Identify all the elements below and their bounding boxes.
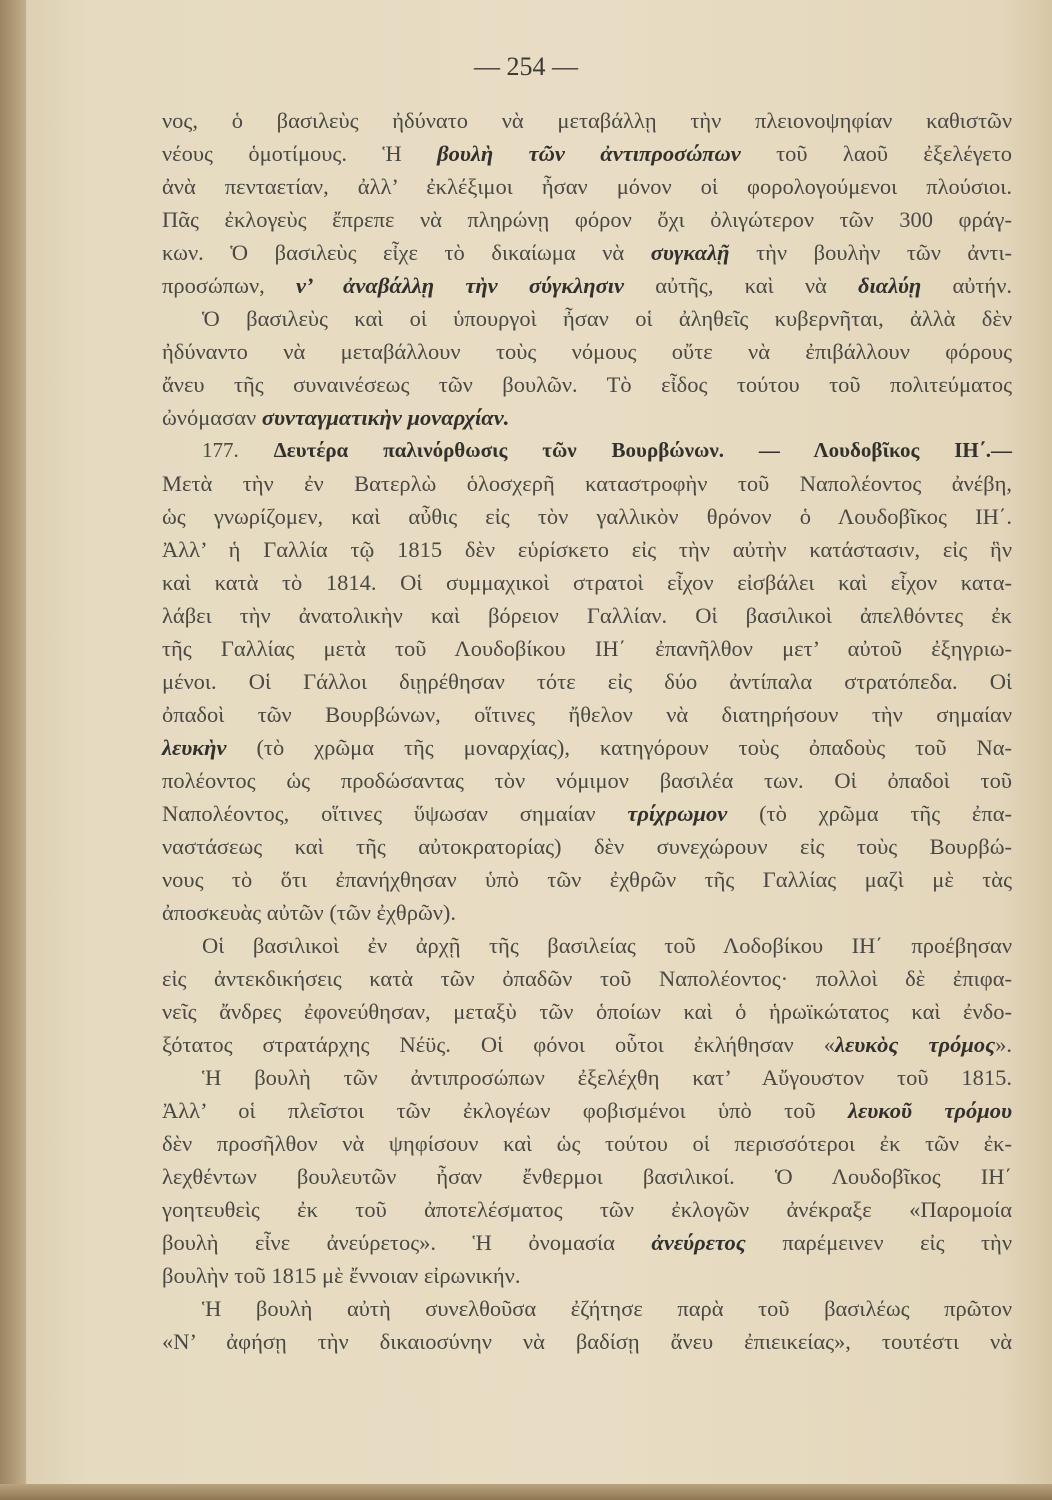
text-line [162,764,1012,797]
text-segment: Πᾶς ἐκλογεὺς ἔπρεπε νὰ πληρώνῃ φόρον ὄχι ὀλιγώτερον τῶν 300 φράγ- [162,207,1012,232]
text-segment: προσώπων, [162,273,296,298]
text-segment: μένοι. Οἱ Γάλλοι διῃρέθησαν τότε εἰς δύο ἀντίπαλα στρατόπεδα. Οἱ [162,669,1012,694]
text-segment: λάβει τὴν ἀνατολικὴν καὶ βόρειον Γαλλίαν. Οἱ βασιλικοὶ ἀπελθόντες ἐκ [162,603,1012,628]
text-line [162,962,1012,995]
text-segment: ὠνόμασαν [162,405,262,430]
text-line [162,896,1012,929]
text-line [162,1259,1012,1292]
text-line [162,401,1012,434]
section-heading-line [162,434,1012,467]
page-number: — 254 — [474,52,578,81]
text-segment: καὶ κατὰ τὸ 1814. Οἱ συμμαχικοὶ στρατοὶ εἶχον εἰσβάλει καὶ εἶχον κατα- [162,570,1012,595]
emphasized-term: βουλὴ τῶν ἀντιπροσώπων [437,141,741,166]
text-segment: Ναπολέοντος, οἵτινες ὕψωσαν σημαίαν [162,801,628,826]
text-line [162,698,1012,731]
text-segment: 177. [202,438,274,462]
text-segment: λεχθέντων βουλευτῶν ἦσαν ἔνθερμοι βασιλικοί. Ὁ Λουδοβῖκος ΙΗ΄ [162,1164,1012,1189]
text-segment: εἰς ἀντεκδικήσεις κατὰ τῶν ὀπαδῶν τοῦ Ναπολέοντος· πολλοὶ δὲ ἐπιφα- [162,966,1012,991]
text-line [162,104,1012,137]
text-line [162,203,1012,236]
text-line [162,830,1012,863]
text-segment: ἄνευ τῆς συναινέσεως τῶν βουλῶν. Τὸ εἶδος τούτου τοῦ πολιτεύματος [162,372,1012,397]
text-segment: ἀνὰ πενταετίαν, ἀλλ’ ἐκλέξιμοι ἦσαν μόνον οἱ φορολογούμενοι πλούσιοι. [162,174,1012,199]
text-line [162,731,1012,764]
text-segment: δὲν προσῆλθον νὰ ψηφίσουν καὶ ὡς τούτου οἱ περισσότεροι ἐκ τῶν ἐκ- [162,1131,1012,1156]
text-line [162,1127,1012,1160]
text-segment: νέους ὁμοτίμους. Ἡ [162,141,438,166]
text-line [162,566,1012,599]
text-segment: ἠδύναντο νὰ μεταβάλλουν τοὺς νόμους οὔτε νὰ ἐπιβάλλουν φόρους [162,339,1012,364]
text-segment: αὐτήν. [921,273,1013,298]
page-body-text [162,104,1012,1358]
text-line [162,1061,1012,1094]
emphasized-term: συγκαλῇ [650,240,730,265]
text-segment: τῆς Γαλλίας μετὰ τοῦ Λουδοβίκου ΙΗ΄ ἐπανῆλθον μετ’ αὐτοῦ ἐξηγριω- [162,636,1012,661]
text-segment: τοῦ λαοῦ ἐξελέγετο [740,141,1013,166]
text-line [162,863,1012,896]
text-line [162,1193,1012,1226]
text-segment: ὡς γνωρίζομεν, καὶ αὖθις εἰς τὸν γαλλικὸν θρόνον ὁ Λουδοβῖκος ΙΗ΄. [162,504,1012,529]
text-line [162,170,1012,203]
text-segment: παρέμεινεν εἰς τὴν [745,1230,1012,1255]
text-segment: ». [995,1032,1012,1057]
text-segment: αὐτῆς, καὶ νὰ [624,273,859,298]
text-segment: Ἡ βουλὴ αὐτὴ συνελθοῦσα ἐζήτησε παρὰ τοῦ βασιλέως πρῶτον [202,1296,1012,1321]
text-segment: Ἀλλ’ οἱ πλεῖστοι τῶν ἐκλογέων φοβισμένοι ὑπὸ τοῦ [162,1098,848,1123]
emphasized-term: λευκὴν [162,735,227,760]
text-segment: Ὁ βασιλεὺς καὶ οἱ ὑπουργοὶ ἦσαν οἱ ἀληθεῖς κυβερνῆται, ἀλλὰ δὲν [202,306,1012,331]
text-line [162,1160,1012,1193]
text-segment: (τὸ χρῶμα τῆς ἐπα- [727,801,1013,826]
emphasized-term: λευκοῦ τρόμου [848,1098,1013,1123]
text-segment: νος, ὁ βασιλεὺς ἠδύνατο νὰ μεταβάλλῃ τὴν πλειονοψηφίαν καθιστῶν [162,108,1012,133]
text-line [162,302,1012,335]
text-line [162,665,1012,698]
text-line [162,500,1012,533]
text-segment: Μετὰ τὴν ἐν Βατερλὼ ὁλοσχερῆ καταστροφὴν τοῦ Ναπολέοντος ἀνέβη, [162,471,1012,496]
text-line [162,929,1012,962]
text-line [162,599,1012,632]
emphasized-term: διαλύῃ [858,273,922,298]
text-segment: τὴν βουλὴν τῶν ἀντι- [729,240,1012,265]
emphasized-term: ν’ ἀναβάλλῃ τὴν σύγκλησιν [295,273,624,298]
text-line [162,368,1012,401]
text-line [162,1028,1012,1061]
text-line [162,236,1012,269]
text-segment: ὀπαδοὶ τῶν Βουρβώνων, οἵτινες ἤθελον νὰ διατηρήσουν τὴν σημαίαν [162,702,1012,727]
page-spine-shadow [0,0,26,1500]
text-line [162,269,1012,302]
text-segment: ναστάσεως καὶ τῆς αὐτοκρατορίας) δὲν συνεχώρουν εἰς τοὺς Βουρβώ- [162,834,1012,859]
text-segment: βουλὴν τοῦ 1815 μὲ ἔννοιαν εἰρωνικήν. [162,1263,521,1288]
text-segment: Οἱ βασιλικοὶ ἐν ἀρχῇ τῆς βασιλείας τοῦ Λοδοβίκου ΙΗ΄ προέβησαν [202,933,1012,958]
text-line [162,995,1012,1028]
text-line [162,1292,1012,1325]
text-line [162,335,1012,368]
text-segment: Ἡ βουλὴ τῶν ἀντιπροσώπων ἐξελέχθη κατ’ Αὔγουστον τοῦ 1815. [202,1065,1012,1090]
text-segment: βουλὴ εἶνε ἀνεύρετος». Ἡ ὀνομασία [162,1230,652,1255]
text-segment: νεῖς ἄνδρες ἐφονεύθησαν, μεταξὺ τῶν ὁποίων καὶ ὁ ἡρωϊκώτατος καὶ ἐνδο- [162,999,1012,1024]
page-bottom-edge [0,1484,1052,1500]
text-segment: πολέοντος ὡς προδώσαντας τὸν νόμιμον βασιλέα των. Οἱ ὀπαδοὶ τοῦ [162,768,1012,793]
text-segment: γοητευθεὶς ἐκ τοῦ ἀποτελέσματος τῶν ἐκλογῶν ἀνέκραξε «Παρομοία [162,1197,1012,1222]
text-segment: νους τὸ ὅτι ἐπανήχθησαν ὑπὸ τῶν ἐχθρῶν τῆς Γαλλίας μαζὶ μὲ τὰς [162,867,1012,892]
text-line [162,1325,1012,1358]
text-line [162,797,1012,830]
emphasized-term: τρίχρωμον [627,801,728,826]
text-segment: κων. Ὁ βασιλεὺς εἶχε τὸ δικαίωμα νὰ [162,240,651,265]
emphasized-term: ἀνεύρετος [651,1230,746,1255]
text-line [162,1226,1012,1259]
text-segment: «Ν’ ἀφήσῃ τὴν δικαιοσύνην νὰ βαδίσῃ ἄνευ ἐπιεικείας», τουτέστι νὰ [162,1329,1012,1354]
section-title: Δευτέρα παλινόρθωσις τῶν Βουρβώνων. — Λουδοβῖκος ΙΗ΄.— [273,438,1013,462]
emphasized-term: συνταγματικὴν μοναρχίαν. [261,405,510,430]
text-segment: ξότατος στρατάρχης Νέϋς. Οἱ φόνοι οὗτοι ἐκλήθησαν « [162,1032,836,1057]
text-segment: (τὸ χρῶμα τῆς μοναρχίας), κατηγόρουν τοὺς ὀπαδοὺς τοῦ Να- [226,735,1012,760]
emphasized-term: λευκὸς τρόμος [835,1032,996,1057]
text-line [162,467,1012,500]
text-line [162,632,1012,665]
text-line [162,533,1012,566]
text-line [162,137,1012,170]
text-segment: ἀποσκευὰς αὐτῶν (τῶν ἐχθρῶν). [162,900,457,925]
text-segment: Ἀλλ’ ἡ Γαλλία τῷ 1815 δὲν εὑρίσκετο εἰς τὴν αὐτὴν κατάστασιν, εἰς ἣν [162,537,1012,562]
text-line [162,1094,1012,1127]
